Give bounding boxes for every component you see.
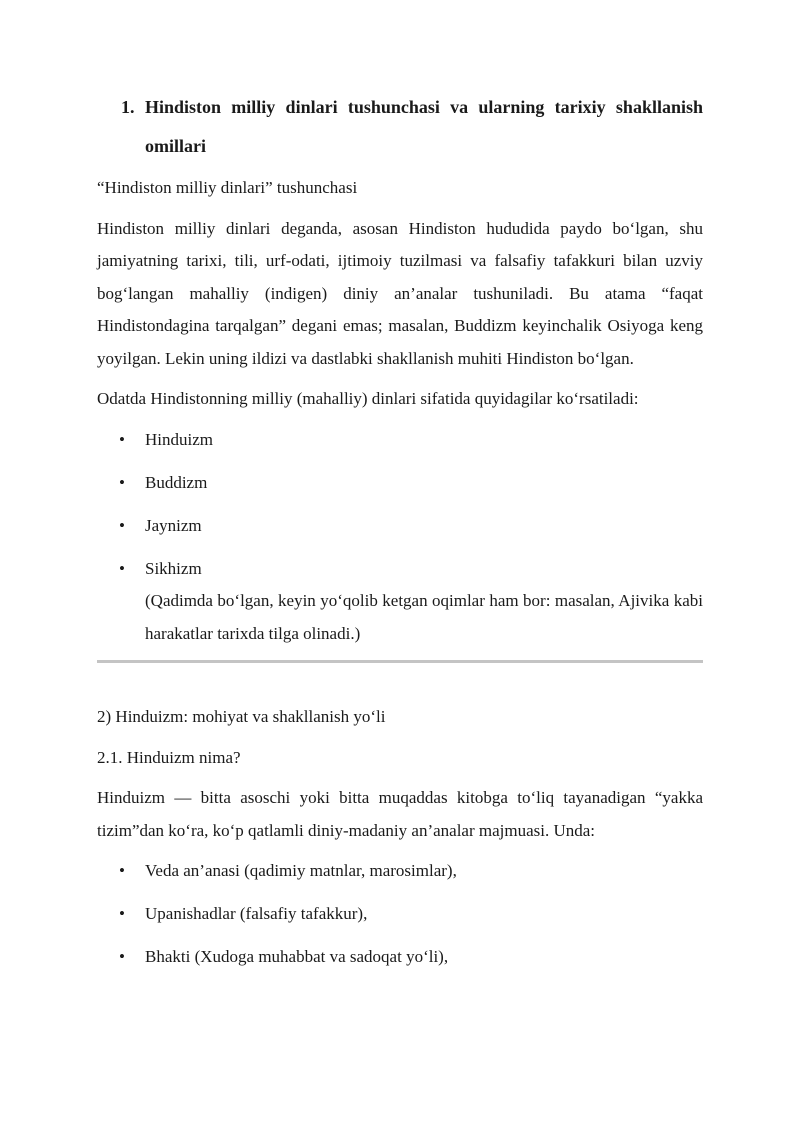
list-item-text: Jaynizm	[145, 515, 202, 535]
list-item	[97, 424, 703, 457]
section-2-heading: 2) Hinduizm: mohiyat va shakllanish yo‘li	[97, 707, 386, 727]
section-1-heading	[97, 88, 703, 166]
bullet-icon: •	[119, 947, 125, 967]
bullet-icon: •	[119, 904, 125, 924]
hinduism-components-list	[97, 855, 703, 974]
document-page	[97, 88, 703, 985]
bullet-icon: •	[119, 515, 125, 535]
list-item-text: Buddizm	[145, 472, 208, 492]
list-item	[97, 941, 703, 974]
list-item	[97, 467, 703, 500]
list-item-text: Veda an’anasi (qadimiy matnlar, marosimlar),	[145, 861, 457, 881]
list-item-text: Upanishadlar (falsafiy tafakkur),	[145, 904, 368, 924]
list-item	[97, 855, 703, 888]
section-2-subheading: 2.1. Hinduizm nima?	[97, 747, 241, 767]
list-item-text: Sikhizm	[145, 558, 202, 578]
list-item	[97, 553, 703, 651]
bullet-icon: •	[119, 429, 125, 449]
religions-list	[97, 424, 703, 651]
historical-note: (Qadimda bo‘lgan, keyin yo‘qolib ketgan oqimlar ham bor: masalan, Ajivika kabi harakatlar tarixda tilga olinadi.)	[145, 591, 703, 643]
list-item	[97, 898, 703, 931]
section-1-paragraph-2: Odatda Hindistonning milliy (mahalliy) dinlari sifatida quyidagilar ko‘rsatiladi:	[97, 389, 639, 408]
bullet-icon: •	[119, 472, 125, 492]
list-item-text: Bhakti (Xudoga muhabbat va sadoqat yo‘li),	[145, 947, 449, 967]
section-1-number: 1.	[121, 97, 135, 117]
bullet-icon: •	[119, 861, 125, 881]
list-item-text: Hinduizm	[145, 429, 213, 449]
section-1-title: Hindiston milliy dinlari tushunchasi va ularning tarixiy shakllanish omillari	[145, 97, 703, 156]
list-item	[97, 510, 703, 543]
bullet-icon: •	[119, 558, 125, 578]
section-1-paragraph-1: Hindiston milliy dinlari deganda, asosan Hindiston hududida paydo bo‘lgan, shu jamiyatning tarixi, tili, urf-odati, ijtimoiy tuzilmasi va falsafiy tafakkuri bilan uzviy bog‘langan mahalliy (indigen) diniy an’analar tushuniladi. Bu atama “faqat Hindistondagina tarqalgan” degani emas; masalan, Buddizm keyinchalik Osiyoga keng yoyilgan. Lekin uning ildizi va dastlabki shakllanish muhiti Hindiston bo‘lgan.	[97, 218, 703, 368]
horizontal-divider	[97, 660, 703, 663]
section-2-paragraph: Hinduizm — bitta asoschi yoki bitta muqaddas kitobga to‘liq tayanadigan “yakka tizim”dan ko‘ra, ko‘p qatlamli diniy-madaniy an’analar majmuasi. Unda:	[97, 788, 703, 840]
section-1-subheading: “Hindiston milliy dinlari” tushunchasi	[97, 178, 358, 197]
